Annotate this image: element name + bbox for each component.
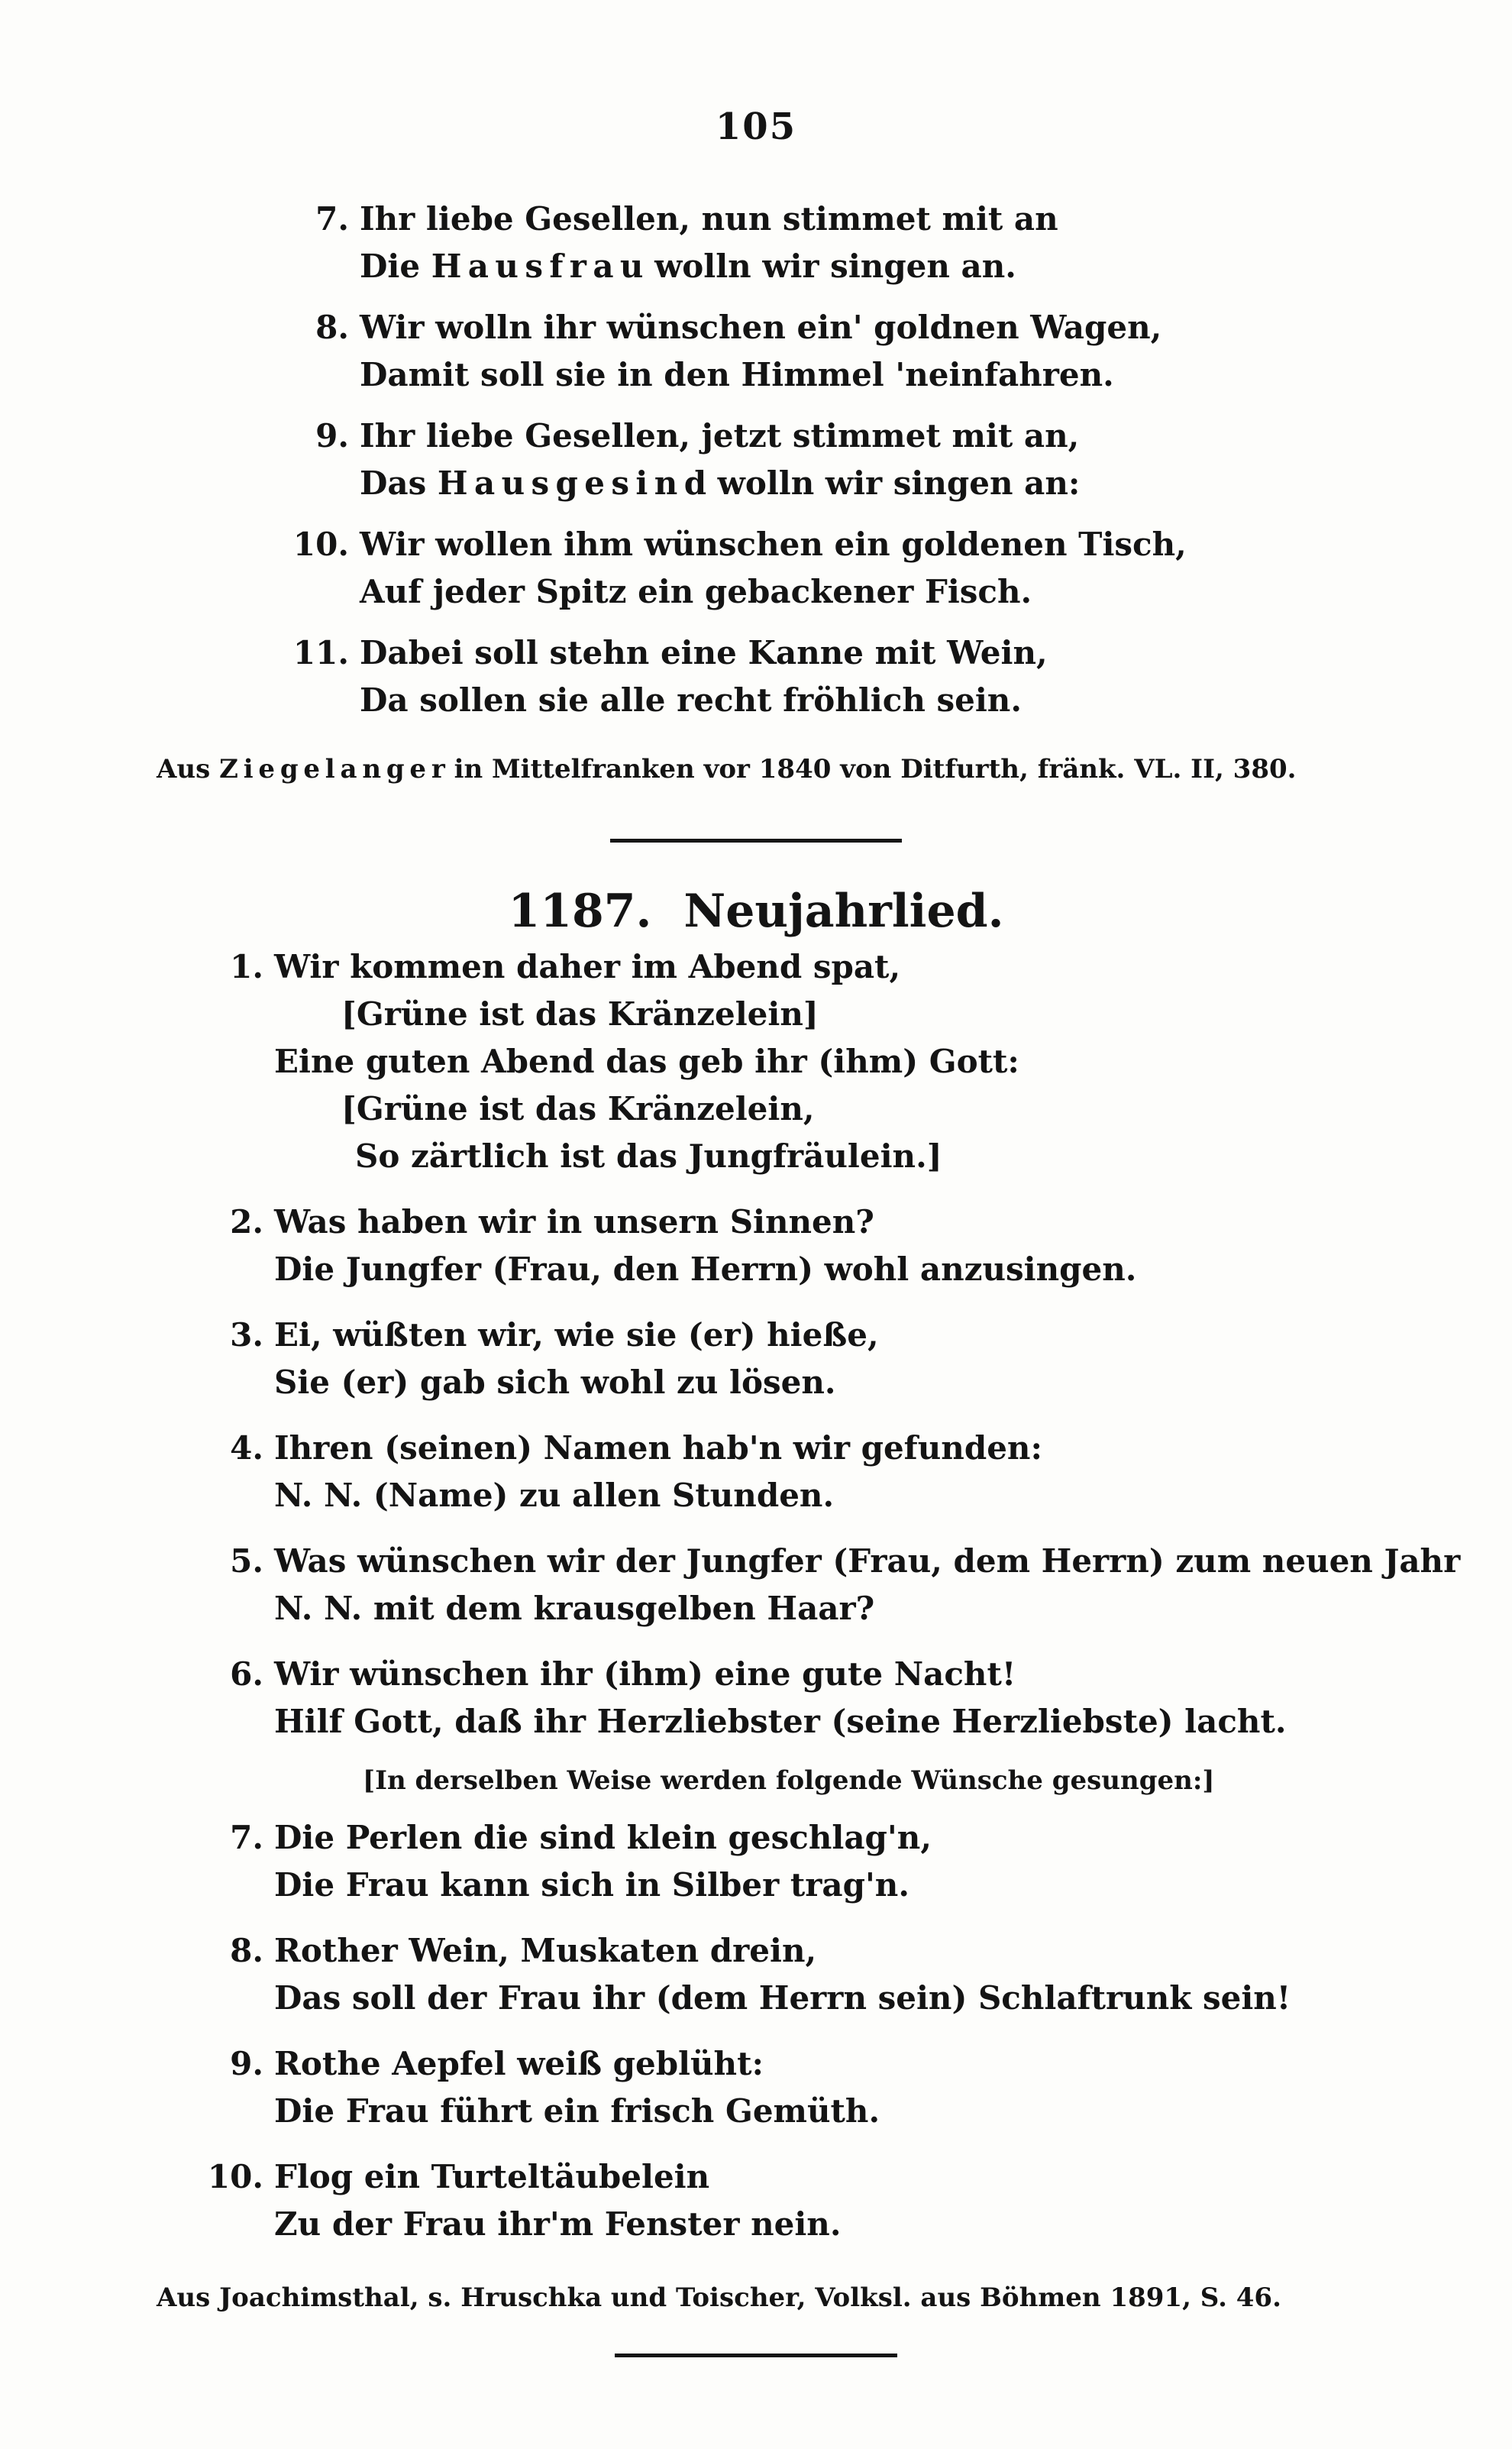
song-number: 1187.: [508, 885, 652, 938]
verse-line: Eine guten Abend das geb ihr (ihm) Gott:: [274, 1043, 1019, 1080]
verse-number: 8.: [315, 309, 349, 346]
verse-line: [Grüne ist das Kränzelein,: [341, 1090, 815, 1127]
verse-line: Das H a u s g e s i n d wolln wir singen an:: [360, 464, 1081, 502]
verse-line: Wir wollen ihm wünschen ein goldenen Tisch,: [360, 526, 1187, 563]
verse-line: Ihren (seinen) Namen hab'n wir gefunden:: [274, 1429, 1042, 1467]
verse-number: 9.: [315, 417, 349, 455]
verse-line: Flog ein Turteltäubelein: [274, 2158, 710, 2195]
verse: [179, 1425, 1512, 1519]
verse-line: Das soll der Frau ihr (dem Herrn sein) Schlaftrunk sein!: [274, 1979, 1291, 2017]
verse-line: Die Frau führt ein frisch Gemüth.: [274, 2092, 880, 2130]
verse: [263, 196, 1512, 290]
verse-line: Was haben wir in unsern Sinnen?: [274, 1203, 874, 1241]
verse-number: 1.: [230, 948, 263, 985]
verse-number: 9.: [230, 2045, 263, 2082]
verse-number: 4.: [230, 1429, 263, 1467]
verse-line: Ihr liebe Gesellen, nun stimmet mit an: [360, 200, 1058, 238]
verse: [263, 521, 1512, 616]
verse-number: 7.: [230, 1819, 263, 1856]
source-attribution-neujahrlied: Aus Joachimsthal, s. Hruschka und Toischer, Volksl. aus Böhmen 1891, S. 46.: [157, 2282, 1281, 2313]
verse-line: [Grüne ist das Kränzelein]: [341, 995, 819, 1033]
verse: [263, 412, 1512, 507]
verse-number: 7.: [315, 200, 349, 238]
verse-line: Sie (er) gab sich wohl zu lösen.: [274, 1364, 836, 1401]
verse: [179, 1312, 1512, 1406]
verse-line: Ei, wüßten wir, wie sie (er) hieße,: [274, 1316, 879, 1354]
verse-line: N. N. (Name) zu allen Stunden.: [274, 1477, 835, 1514]
song-title: [0, 882, 1512, 940]
verse-line: Wir wünschen ihr (ihm) eine gute Nacht!: [274, 1655, 1016, 1693]
verse-line: Die H a u s f r a u wolln wir singen an.: [360, 247, 1016, 285]
verse-line: So zärtlich ist das Jungfräulein.]: [355, 1137, 942, 1175]
verse-line: Dabei soll stehn eine Kanne mit Wein,: [360, 634, 1048, 671]
verse: [179, 2040, 1512, 2135]
verse-line: Ihr liebe Gesellen, jetzt stimmet mit an,: [360, 417, 1080, 455]
verse-line: Rothe Aepfel weiß geblüht:: [274, 2045, 764, 2082]
verse-number: 3.: [230, 1316, 263, 1354]
verse-line: Die Jungfer (Frau, den Herrn) wohl anzusingen.: [274, 1250, 1137, 1288]
verse-line: Die Perlen die sind klein geschlag'n,: [274, 1819, 932, 1856]
end-divider-rule: [615, 2354, 897, 2357]
page-number: 105: [715, 105, 797, 148]
verse: [179, 1651, 1512, 1745]
verse: [179, 1199, 1512, 1293]
song-title-text: Neujahrlied.: [683, 885, 1004, 938]
verse: [263, 629, 1512, 724]
verse-number: 10.: [207, 2158, 263, 2195]
verse: [263, 304, 1512, 399]
verse: [179, 2153, 1512, 2248]
verse-number: 10.: [292, 526, 349, 563]
verse-line: Die Frau kann sich in Silber trag'n.: [274, 1866, 909, 1904]
verse-line: Wir kommen daher im Abend spat,: [274, 948, 901, 985]
section-divider-rule: [610, 839, 902, 843]
verse: [179, 1538, 1512, 1632]
verse-line: Was wünschen wir der Jungfer (Frau, dem Herrn) zum neuen Jahr: [274, 1542, 1461, 1580]
verse-line: Auf jeder Spitz ein gebackener Fisch.: [360, 573, 1032, 610]
verse-line: N. N. mit dem krausgelben Haar?: [274, 1590, 875, 1627]
verse: [179, 1814, 1512, 1909]
verse-number: 11.: [292, 634, 349, 671]
verse-line: Rother Wein, Muskaten drein,: [274, 1932, 817, 1969]
verse-line: Zu der Frau ihr'm Fenster nein.: [274, 2205, 842, 2243]
source-attribution-previous-song: Aus Z i e g e l a n g e r in Mittelfranken vor 1840 von Ditfurth, fränk. VL. II, 380.: [157, 754, 1297, 785]
verse: [179, 1927, 1512, 2022]
verse-number: 8.: [230, 1932, 263, 1969]
verse-number: 5.: [230, 1542, 263, 1580]
verse-line: Da sollen sie alle recht fröhlich sein.: [360, 681, 1022, 719]
verse-line: Damit soll sie in den Himmel 'neinfahren.: [360, 356, 1114, 393]
verse-line: Hilf Gott, daß ihr Herzliebster (seine Herzliebste) lacht.: [274, 1703, 1287, 1740]
neujahrlied-verses: [0, 943, 1512, 2248]
previous-song-verses: [0, 196, 1512, 724]
verse-number: 6.: [230, 1655, 263, 1693]
verse: [179, 943, 1512, 1180]
refrain-note: [In derselben Weise werden folgende Wünsche gesungen:]: [363, 1765, 1215, 1796]
verse-line: Wir wolln ihr wünschen ein' goldnen Wagen,: [360, 309, 1162, 346]
verse-number: 2.: [230, 1203, 263, 1241]
